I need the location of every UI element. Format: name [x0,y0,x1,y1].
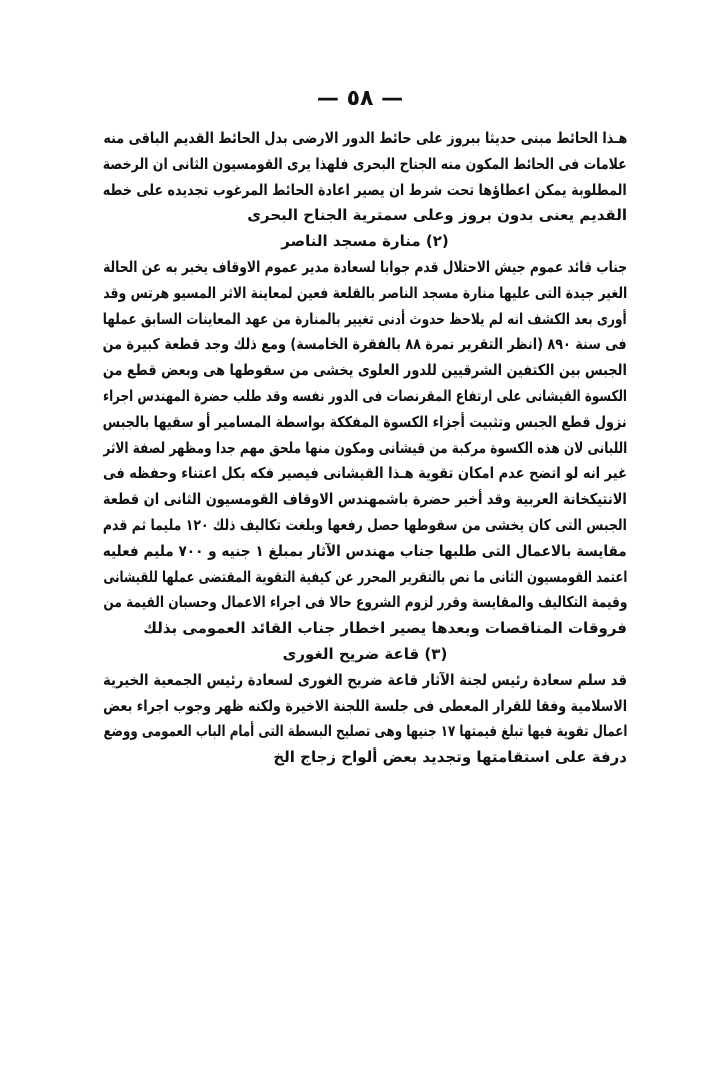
text-line [103,307,627,333]
page-number: — ٥٨ — [316,86,404,111]
line-text: اعمال تقوية فيها تبلغ قيمتها ١٧ جنيها وهى تصليح البسطة التى أمام الباب العمومى ووضع [103,722,627,741]
text-line [103,745,627,771]
text-line [103,410,627,436]
text-line [103,203,627,229]
text-line [103,358,627,384]
line-text: الجبس بين الكتفين الشرقيين للدور العلوى يخشى من سقوطها هى وبعض قطع من [103,361,627,380]
text-line [103,616,627,642]
text-line [103,590,627,616]
line-text: اعتمد القومسيون الثانى ما نص بالتقرير المحرر عن كيفية التقوية المقتضى عملها للقيشانى [103,567,627,586]
line-text: الكسوة القيشانى على ارتفاع المقرنصات فى الدور نفسه وقد طلب حضرة المهندس اجراء [103,386,627,405]
section-heading [103,642,627,668]
line-text: الاسلامية وفقا للقرار المعطى فى جلسة اللجنة الاخيرة ولكنه ظهر وجوب اجراء بعض [103,696,627,715]
text-line [103,719,627,745]
line-text: الجبس التى كان يخشى من سقوطها حصل رفعها وبلغت تكاليف ذلك ١٢٠ مليما ثم قدم [103,515,627,534]
line-text: أورى بعد الكشف انه لم يلاحظ حدوث أدنى تغيير بالمنارة من عهد المعاينات السابق عملها [103,309,627,328]
line-text: (٣) قاعة ضريح الغورى [282,644,448,663]
line-text: قد سلم سعادة رئيس لجنة الآثار قاعة ضريح الغورى لسعادة رئيس الجمعية الخيرية [103,670,627,689]
line-text: جناب قائد عموم جيش الاحتلال قدم جوابا لسعادة مدير عموم الاوقاف يخبر به عن الحالة [103,257,627,276]
text-line [103,461,627,487]
text-line [103,281,627,307]
line-text: درفة على استقامتها وتجديد بعض ألواح زجاج الخ [273,748,627,767]
line-text: نزول قطع الجبس وتثبيت أجزاء الكسوة المفككة بواسطة المسامير أو سقيها بالجبس [103,412,627,431]
text-line [103,384,627,410]
line-text: الغير جيدة التى عليها منارة مسجد الناصر بالقلعة فعين لمعاينة الاثر المسيو هرتس وقد [103,283,627,302]
text-line [103,487,627,513]
line-text: القديم يعنى بدون بروز وعلى سمترية الجناح البحرى [247,206,627,225]
line-text: الانتيكخانة العربية وقد أخبر حضرة باشمهندس الاوقاف القومسيون الثانى ان قطعة [103,490,627,509]
text-line [103,694,627,720]
text-line [103,126,627,152]
line-text: علامات فى الحائط المكون منه الجناح البحرى فلهذا يرى القومسيون الثانى ان الرخصة [103,154,627,173]
line-text: مقايسة بالاعمال التى طلبها جناب مهندس الآثار بمبلغ ١ جنيه و ٧٠٠ مليم فعليه [103,541,627,560]
line-text: اللبانى لان هذه الكسوة مركبة من قيشانى ومكون منها ملحق مهم جدا ومظهر لصفة الاثر [103,438,627,457]
line-text: (٢) منارة مسجد الناصر [281,232,449,251]
document-body [103,126,627,771]
line-text: غير انه لو اتضح عدم امكان تقوية هـذا القيشانى فيصير فكه بكل اعتناء وحفظه فى [103,464,627,483]
text-line [103,152,627,178]
line-text: المطلوبة يمكن اعطاؤها تحت شرط ان يصير اعادة الحائط المرغوب تجديده على خطه [103,180,627,199]
section-heading [103,229,627,255]
line-text: هـذا الحائط مبنى حديثا ببروز على حائط الدور الارضى بدل الحائط القديم الباقى منه [103,129,627,147]
text-line [103,539,627,565]
line-text: وقيمة التكاليف والمقايسة وقرر لزوم الشروع حالا فى اجراء الاعمال وحسبان القيمة من [103,593,627,612]
text-line [103,436,627,462]
text-line [103,565,627,591]
line-text: فى سنة ٨٩٠ (انظر التقرير نمرة ٨٨ بالفقرة الخامسة) ومع ذلك وجد قطعة كبيرة من [103,335,627,354]
text-line [103,513,627,539]
line-text: فروقات المناقصات وبعدها يصير اخطار جناب القائد العمومى بذلك [143,619,627,638]
text-line [103,668,627,694]
text-line [103,255,627,281]
text-line [103,332,627,358]
text-line [103,178,627,204]
